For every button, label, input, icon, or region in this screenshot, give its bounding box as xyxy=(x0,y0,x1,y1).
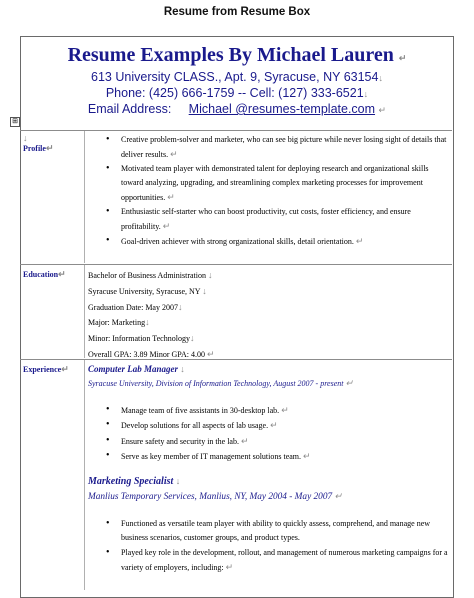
paragraph-mark: ↵ xyxy=(334,491,342,502)
list-item xyxy=(88,133,448,162)
resume-name-text: Resume Examples By Michael Lauren xyxy=(67,44,394,66)
line-break-mark: ↓ xyxy=(189,333,195,344)
education-label-cell xyxy=(23,269,83,280)
paragraph-mark: ↵ xyxy=(345,378,354,388)
list-item-text: Creative problem-solver and marketer, who can see big picture while never losing sight of details that deliver results. xyxy=(121,135,447,159)
education-minor: Minor: Information Technology xyxy=(88,334,190,344)
line-break-mark: ↓ xyxy=(378,73,383,83)
paragraph-mark: ↵ xyxy=(281,405,289,415)
list-item-text: Played key role in the development, rollout, and management of numerous marketing campaigns for a variety of employers, including: xyxy=(121,547,448,573)
education-line xyxy=(88,300,448,316)
paragraph-mark: ↵ xyxy=(240,435,249,446)
table-move-handle-icon[interactable]: ⊞ xyxy=(10,117,20,127)
list-item-text: Ensure safety and security in the lab. xyxy=(121,436,239,446)
education-major: Major: Marketing xyxy=(88,318,146,328)
list-item xyxy=(88,517,448,546)
education-line xyxy=(88,331,448,347)
line-break-mark: ↓ xyxy=(363,89,369,99)
list-item xyxy=(88,546,448,576)
list-item-text: Manage team of five assistants in 30-desktop lab. xyxy=(121,406,280,415)
education-line xyxy=(88,315,448,331)
education-gpa: Overall GPA: 3.89 Minor GPA: 4.00 xyxy=(88,349,205,359)
line-break-mark: ↓ xyxy=(145,317,150,328)
experience-section xyxy=(20,359,452,590)
line-break-mark: ↓ xyxy=(180,364,185,374)
job-organization-text: Syracuse University, Division of Information Technology, August 2007 - present xyxy=(88,379,344,388)
education-section xyxy=(20,264,452,358)
paragraph-mark: ↵ xyxy=(303,450,311,461)
paragraph-mark: ↵ xyxy=(206,348,215,359)
email-line xyxy=(21,102,453,118)
experience-label-cell xyxy=(23,364,83,375)
paragraph-mark: ↵ xyxy=(167,192,175,202)
phone-line xyxy=(21,86,453,102)
paragraph-mark: ↵ xyxy=(398,53,407,63)
list-item xyxy=(88,403,448,418)
list-item xyxy=(88,434,448,449)
paragraph-mark: ↵ xyxy=(162,221,171,231)
profile-content xyxy=(88,133,448,249)
profile-label: Profile xyxy=(23,144,46,153)
address-text: 613 University CLASS., Apt. 9, Syracuse, NY 63154 xyxy=(91,70,379,84)
education-line xyxy=(88,284,448,300)
paragraph-mark: ↵ xyxy=(170,149,178,159)
paragraph-mark: ↵ xyxy=(355,236,364,246)
job-organization xyxy=(88,489,448,505)
job-duties-list xyxy=(88,517,448,575)
education-label: Education xyxy=(23,270,59,279)
line-break-mark: ↓ xyxy=(175,476,181,487)
line-break-mark: ↓ xyxy=(202,285,207,296)
education-graduation: Graduation Date: May 2007 xyxy=(88,302,178,312)
paragraph-mark: ↵ xyxy=(45,143,54,153)
list-item-text: Develop solutions for all aspects of lab usage. xyxy=(121,421,269,431)
resume-name xyxy=(21,43,453,70)
paragraph-mark: ↵ xyxy=(58,269,66,279)
job-organization xyxy=(88,376,448,391)
job-title xyxy=(88,474,448,489)
line-break-mark: ↓ xyxy=(23,133,28,143)
list-item-text: Motivated team player with demonstrated talent for deploying research and organizational skills toward analyzing, upgrading, and streamlining complex marketing processes for improvement opportunities. xyxy=(121,164,429,202)
list-item xyxy=(88,162,448,205)
education-degree: Bachelor of Business Administration xyxy=(88,271,206,280)
document-title: Resume from Resume Box xyxy=(163,6,311,18)
address-line xyxy=(21,70,453,86)
profile-label-cell xyxy=(23,133,83,154)
job-title-text: Computer Lab Manager xyxy=(88,364,179,374)
list-item-text: Goal-driven achiever with strong organizational skills, detail orientation. xyxy=(121,237,354,246)
profile-list xyxy=(88,133,448,249)
job-organization-text: Manlius Temporary Services, Manlius, NY, May 2004 - May 2007 xyxy=(88,492,333,503)
education-school: Syracuse University, Syracuse, NY xyxy=(88,286,201,296)
list-item xyxy=(88,234,448,249)
paragraph-mark: ↵ xyxy=(225,562,234,573)
resume-header xyxy=(21,37,453,118)
list-item-text: Functioned as versatile team player with ability to quickly assess, comprehend, and manage new business scenarios, customer groups, and product types. xyxy=(121,519,431,543)
column-divider xyxy=(84,360,85,590)
email-link[interactable]: Michael @resumes-template.com xyxy=(188,102,376,116)
line-break-mark: ↓ xyxy=(208,270,213,280)
job-title-text: Marketing Specialist xyxy=(88,476,174,488)
education-content xyxy=(88,268,448,363)
email-label: Email Address: xyxy=(87,102,172,116)
job-duties-list xyxy=(88,403,448,464)
phone-text: Phone: (425) 666-1759 -- Cell: (127) 333-6521 xyxy=(105,86,364,100)
list-item xyxy=(88,449,448,464)
line-break-mark: ↓ xyxy=(177,301,183,312)
column-divider xyxy=(84,131,85,263)
list-item xyxy=(88,205,448,234)
profile-section xyxy=(20,130,452,263)
paragraph-mark: ↵ xyxy=(61,364,69,374)
experience-content xyxy=(88,362,448,575)
experience-label: Experience xyxy=(23,365,62,374)
list-item xyxy=(88,418,448,433)
list-item-text: Enthusiastic self-starter who can boost productivity, cut costs, foster efficiency, and ensure profitability. xyxy=(121,207,411,231)
education-line xyxy=(88,268,448,284)
paragraph-mark: ↵ xyxy=(270,420,278,431)
list-item-text: Serve as key member of IT management solutions team. xyxy=(121,451,302,461)
paragraph-mark: ↵ xyxy=(378,105,387,115)
job-title xyxy=(88,362,448,376)
column-divider xyxy=(84,265,85,358)
